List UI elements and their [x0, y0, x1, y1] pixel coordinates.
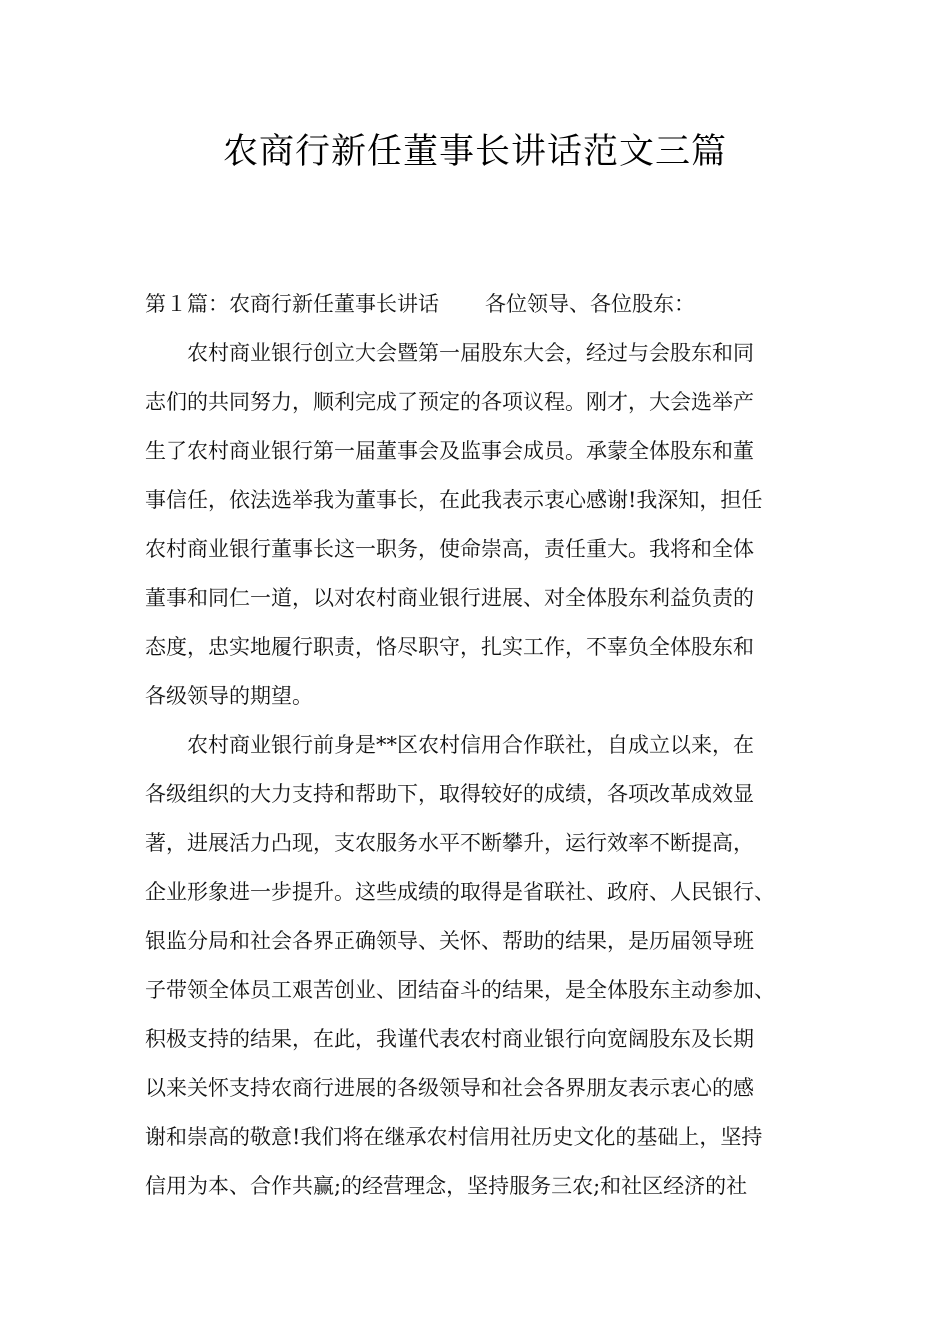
- text-line: 各级组织的大力支持和帮助下，取得较好的成绩，各项改革成效显: [145, 782, 754, 806]
- text-line: 各级领导的期望。: [145, 684, 313, 708]
- text-line: 董事和同仁一道，以对农村商业银行进展、对全体股东利益负责的: [145, 586, 754, 610]
- text-line: 企业形象进一步提升。这些成绩的取得是省联社、政府、人民银行、: [145, 880, 775, 904]
- document-title: 农商行新任董事长讲话范文三篇: [222, 132, 727, 172]
- text-line: 谢和崇高的敬意!我们将在继承农村信用社历史文化的基础上，坚持: [145, 1125, 763, 1149]
- text-line: 态度，忠实地履行职责，恪尽职守，扎实工作，不辜负全体股东和: [145, 635, 754, 659]
- text-line: 银监分局和社会各界正确领导、关怀、帮助的结果，是历届领导班: [145, 929, 754, 953]
- text-line: 事信任，依法选举我为董事长，在此我表示衷心感谢!我深知，担任: [145, 488, 763, 512]
- paragraph-lines: [145, 329, 825, 1211]
- text-line: 志们的共同努力，顺利完成了预定的各项议程。刚才，大会选举产: [145, 390, 754, 414]
- text-line: 子带领全体员工艰苦创业、团结奋斗的结果，是全体股东主动参加、: [145, 978, 775, 1002]
- document-body: [145, 280, 825, 1211]
- section-heading: 第１篇：农商行新任董事长讲话: [145, 292, 439, 316]
- text-line: 农村商业银行创立大会暨第一届股东大会，经过与会股东和同: [187, 341, 754, 365]
- section-heading-line: [145, 280, 825, 329]
- text-line: 以来关怀支持农商行进展的各级领导和社会各界朋友表示衷心的感: [145, 1076, 754, 1100]
- text-line: 生了农村商业银行第一届董事会及监事会成员。承蒙全体股东和董: [145, 439, 754, 463]
- text-line: 信用为本、合作共赢;的经营理念，坚持服务三农;和社区经济的社: [145, 1174, 748, 1198]
- text-line: 著，进展活力凸现，支农服务水平不断攀升，运行效率不断提高，: [145, 831, 754, 855]
- text-line: 农村商业银行董事长这一职务，使命崇高，责任重大。我将和全体: [145, 537, 754, 561]
- text-line: 农村商业银行前身是**区农村信用合作联社，自成立以来，在: [187, 733, 754, 757]
- salutation: 各位领导、各位股东：: [485, 292, 695, 316]
- text-line: 积极支持的结果，在此，我谨代表农村商业银行向宽阔股东及长期: [145, 1027, 754, 1051]
